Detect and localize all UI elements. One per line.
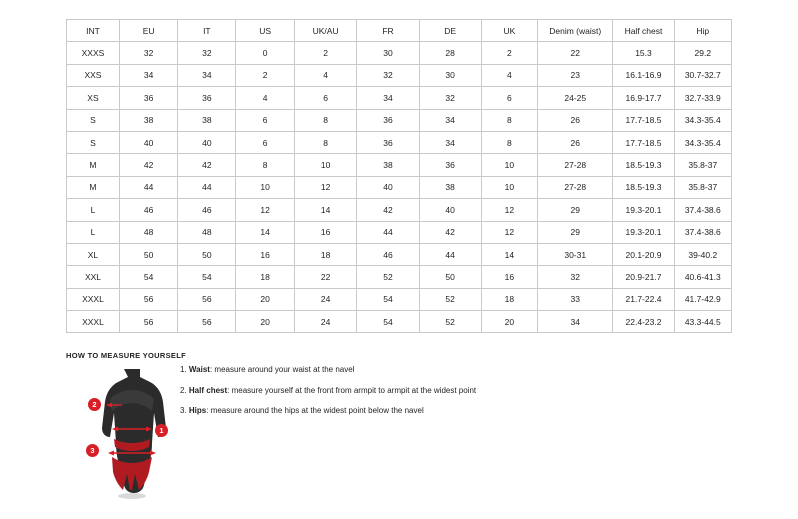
table-cell: 24 xyxy=(294,311,357,333)
table-cell: 52 xyxy=(419,311,481,333)
table-cell: 8 xyxy=(236,154,294,176)
table-cell: 42 xyxy=(119,154,177,176)
table-cell: 46 xyxy=(178,199,236,221)
table-cell: 48 xyxy=(119,221,177,243)
table-cell: 40 xyxy=(357,176,419,198)
table-body xyxy=(67,42,732,333)
table-cell: 54 xyxy=(357,311,419,333)
col-header-us: US xyxy=(236,20,294,42)
instruction-text: : measure around the hips at the widest point below the navel xyxy=(206,406,424,416)
table-cell: 40 xyxy=(178,131,236,153)
col-header-uk-au: UK/AU xyxy=(294,20,357,42)
table-cell: 26 xyxy=(538,109,613,131)
table-cell: 20.1-20.9 xyxy=(613,243,674,265)
table-cell: 50 xyxy=(119,243,177,265)
table-cell: XXXL xyxy=(67,311,120,333)
marker-1-waist: 1 xyxy=(155,424,168,437)
table-cell: 29 xyxy=(538,199,613,221)
table-row xyxy=(67,243,732,265)
table-cell: 32 xyxy=(419,87,481,109)
table-cell: 24-25 xyxy=(538,87,613,109)
table-cell: 33 xyxy=(538,288,613,310)
table-cell: 21.7-22.4 xyxy=(613,288,674,310)
table-cell: 6 xyxy=(236,109,294,131)
table-cell: 18.5-19.3 xyxy=(613,154,674,176)
table-cell: 8 xyxy=(294,131,357,153)
table-row xyxy=(67,131,732,153)
table-cell: 50 xyxy=(419,266,481,288)
table-cell: 6 xyxy=(481,87,537,109)
table-cell: 32 xyxy=(357,64,419,86)
col-header-uk: UK xyxy=(481,20,537,42)
table-cell: XXXS xyxy=(67,42,120,64)
table-cell: XXS xyxy=(67,64,120,86)
table-cell: 38 xyxy=(119,109,177,131)
table-cell: 44 xyxy=(119,176,177,198)
table-cell: 18 xyxy=(236,266,294,288)
table-cell: 35.8-37 xyxy=(674,154,731,176)
table-cell: 34 xyxy=(357,87,419,109)
table-cell: 34 xyxy=(419,131,481,153)
table-cell: S xyxy=(67,109,120,131)
table-cell: XXXL xyxy=(67,288,120,310)
table-cell: 48 xyxy=(178,221,236,243)
table-cell: 40 xyxy=(119,131,177,153)
table-row xyxy=(67,288,732,310)
table-row xyxy=(67,87,732,109)
instruction-text: : measure around your waist at the navel xyxy=(209,365,355,374)
table-cell: 30-31 xyxy=(538,243,613,265)
table-cell: 43.3-44.5 xyxy=(674,311,731,333)
table-cell: 27-28 xyxy=(538,154,613,176)
table-cell: 16 xyxy=(294,221,357,243)
size-conversion-table xyxy=(66,19,732,333)
table-cell: 30 xyxy=(357,42,419,64)
table-row xyxy=(67,42,732,64)
table-cell: 19.3-20.1 xyxy=(613,221,674,243)
table-cell: 37.4-38.6 xyxy=(674,199,731,221)
table-cell: 44 xyxy=(178,176,236,198)
table-cell: 4 xyxy=(481,64,537,86)
col-header-fr: FR xyxy=(357,20,419,42)
table-header xyxy=(67,20,732,42)
table-cell: 42 xyxy=(419,221,481,243)
table-row xyxy=(67,109,732,131)
table-cell: 22 xyxy=(294,266,357,288)
table-header-row xyxy=(67,20,732,42)
table-cell: 36 xyxy=(357,131,419,153)
table-cell: 2 xyxy=(236,64,294,86)
table-cell: 20 xyxy=(236,288,294,310)
table-cell: 26 xyxy=(538,131,613,153)
table-cell: 17.7-18.5 xyxy=(613,131,674,153)
table-cell: 28 xyxy=(419,42,481,64)
col-header-de: DE xyxy=(419,20,481,42)
table-cell: 6 xyxy=(294,87,357,109)
table-cell: 19.3-20.1 xyxy=(613,199,674,221)
table-cell: 40.6-41.3 xyxy=(674,266,731,288)
instruction-number: 2. xyxy=(180,385,189,395)
table-cell: 16.1-16.9 xyxy=(613,64,674,86)
table-cell: 2 xyxy=(481,42,537,64)
table-row xyxy=(67,221,732,243)
marker-3-hips: 3 xyxy=(86,444,99,457)
instruction-number: 3. xyxy=(180,406,189,416)
table-cell: 56 xyxy=(119,311,177,333)
table-cell: 16.9-17.7 xyxy=(613,87,674,109)
table-cell: L xyxy=(67,221,120,243)
table-cell: 16 xyxy=(481,266,537,288)
table-cell: 56 xyxy=(119,288,177,310)
table-cell: 52 xyxy=(357,266,419,288)
table-cell: 8 xyxy=(481,131,537,153)
marker-2-half-chest: 2 xyxy=(88,398,101,411)
col-header-int: INT xyxy=(67,20,120,42)
table-cell: 16 xyxy=(236,243,294,265)
table-cell: 20 xyxy=(236,311,294,333)
table-cell: XL xyxy=(67,243,120,265)
table-cell: 29.2 xyxy=(674,42,731,64)
table-cell: 8 xyxy=(294,109,357,131)
table-cell: 22 xyxy=(538,42,613,64)
table-cell: 18.5-19.3 xyxy=(613,176,674,198)
table-cell: 34.3-35.4 xyxy=(674,131,731,153)
table-cell: XXL xyxy=(67,266,120,288)
table-cell: 46 xyxy=(357,243,419,265)
table-cell: 44 xyxy=(357,221,419,243)
table-cell: 34 xyxy=(119,64,177,86)
table-cell: 10 xyxy=(236,176,294,198)
table-cell: 37.4-38.6 xyxy=(674,221,731,243)
table-cell: 56 xyxy=(178,288,236,310)
table-cell: 46 xyxy=(119,199,177,221)
table-cell: 22.4-23.2 xyxy=(613,311,674,333)
table-cell: 56 xyxy=(178,311,236,333)
instruction-number: 1. xyxy=(180,365,189,374)
instruction-label: Hips xyxy=(188,406,207,416)
how-to-measure-title: HOW TO MEASURE YOURSELF xyxy=(66,351,186,360)
table-cell: 8 xyxy=(481,109,537,131)
table-cell: 14 xyxy=(294,199,357,221)
table-cell: 10 xyxy=(481,154,537,176)
table-cell: 40 xyxy=(419,199,481,221)
table-cell: 54 xyxy=(178,266,236,288)
instruction-text: : measure yourself at the front from armpit to armpit at the widest point xyxy=(227,385,477,395)
table-cell: 30 xyxy=(419,64,481,86)
table-cell: 14 xyxy=(236,221,294,243)
table-cell: 30.7-32.7 xyxy=(674,64,731,86)
table-cell: 52 xyxy=(419,288,481,310)
table-cell: 12 xyxy=(481,221,537,243)
table-cell: 32 xyxy=(538,266,613,288)
table-cell: 12 xyxy=(294,176,357,198)
measure-instruction-1 xyxy=(180,365,580,375)
table-cell: 10 xyxy=(481,176,537,198)
table-cell: 17.7-18.5 xyxy=(613,109,674,131)
table-row xyxy=(67,176,732,198)
table-cell: 24 xyxy=(294,288,357,310)
table-cell: 39-40.2 xyxy=(674,243,731,265)
table-cell: 12 xyxy=(236,199,294,221)
col-header-eu: EU xyxy=(119,20,177,42)
table-cell: 38 xyxy=(178,109,236,131)
col-header-hip: Hip xyxy=(674,20,731,42)
table-row xyxy=(67,311,732,333)
table-cell: 18 xyxy=(481,288,537,310)
measure-instructions xyxy=(180,365,580,427)
table-cell: 54 xyxy=(357,288,419,310)
table-cell: 32.7-33.9 xyxy=(674,87,731,109)
table-cell: 18 xyxy=(294,243,357,265)
table-cell: 4 xyxy=(294,64,357,86)
table-cell: 15.3 xyxy=(613,42,674,64)
col-header-denim-waist: Denim (waist) xyxy=(538,20,613,42)
table-cell: 54 xyxy=(119,266,177,288)
table-cell: 41.7-42.9 xyxy=(674,288,731,310)
table-cell: 42 xyxy=(357,199,419,221)
measure-instruction-2 xyxy=(180,386,580,396)
table-cell: 32 xyxy=(119,42,177,64)
measure-instruction-3 xyxy=(180,406,580,416)
table-cell: 29 xyxy=(538,221,613,243)
table-row xyxy=(67,154,732,176)
table-cell: 10 xyxy=(294,154,357,176)
table-cell: 36 xyxy=(178,87,236,109)
table-cell: 35.8-37 xyxy=(674,176,731,198)
table-cell: M xyxy=(67,154,120,176)
table-cell: 36 xyxy=(357,109,419,131)
table-cell: 12 xyxy=(481,199,537,221)
table-cell: 27-28 xyxy=(538,176,613,198)
table-cell: 36 xyxy=(419,154,481,176)
table-cell: 38 xyxy=(419,176,481,198)
table-cell: 42 xyxy=(178,154,236,176)
table-cell: 34.3-35.4 xyxy=(674,109,731,131)
table-cell: 20.9-21.7 xyxy=(613,266,674,288)
table-cell: 23 xyxy=(538,64,613,86)
instruction-label: Half chest xyxy=(188,385,228,395)
col-header-half-chest: Half chest xyxy=(613,20,674,42)
table-cell: 14 xyxy=(481,243,537,265)
table-cell: 6 xyxy=(236,131,294,153)
instruction-label: Waist xyxy=(188,365,210,374)
table-cell: M xyxy=(67,176,120,198)
table-cell: 2 xyxy=(294,42,357,64)
table-cell: 4 xyxy=(236,87,294,109)
table-row xyxy=(67,199,732,221)
table-cell: 34 xyxy=(538,311,613,333)
table-cell: 50 xyxy=(178,243,236,265)
table-cell: 38 xyxy=(357,154,419,176)
table-cell: 44 xyxy=(419,243,481,265)
table-cell: 34 xyxy=(178,64,236,86)
table-cell: 0 xyxy=(236,42,294,64)
table-cell: L xyxy=(67,199,120,221)
table-cell: 20 xyxy=(481,311,537,333)
table-cell: 34 xyxy=(419,109,481,131)
table-row xyxy=(67,266,732,288)
table-cell: S xyxy=(67,131,120,153)
table-cell: 36 xyxy=(119,87,177,109)
table-row xyxy=(67,64,732,86)
col-header-it: IT xyxy=(178,20,236,42)
table-cell: XS xyxy=(67,87,120,109)
table-cell: 32 xyxy=(178,42,236,64)
